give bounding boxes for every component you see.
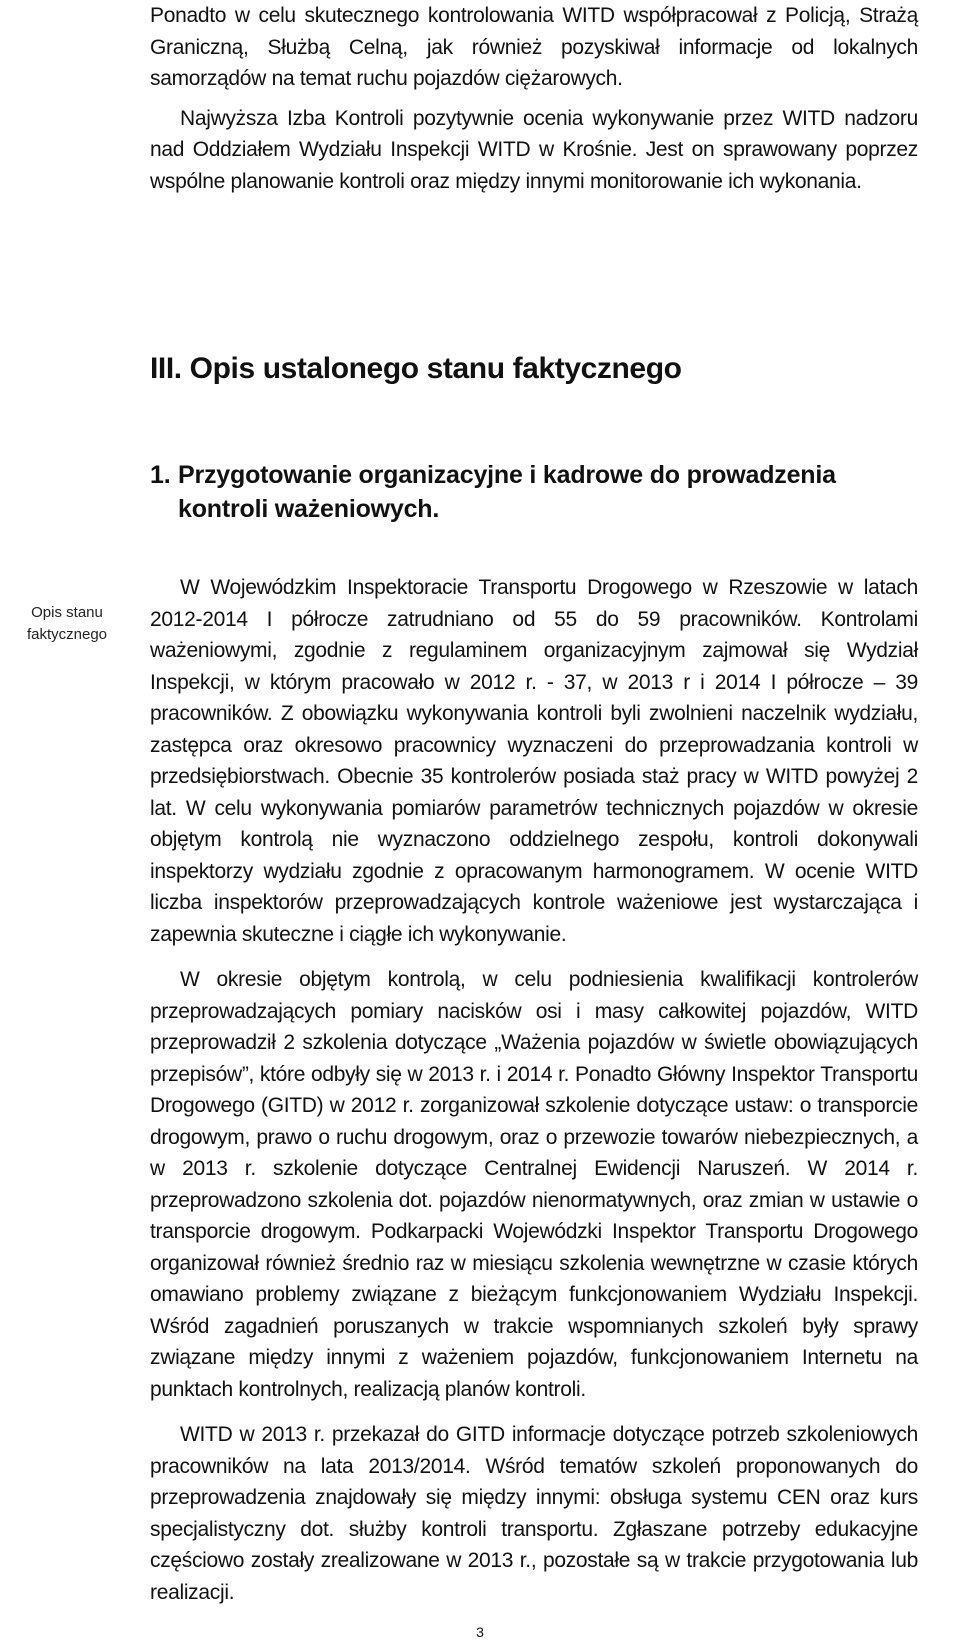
margin-note-line1: Opis stanu	[31, 604, 103, 621]
paragraph-staffing: W Wojewódzkim Inspektoracie Transportu Drogowego w Rzeszowie w latach 2012-2014 I półrocze zatrudniano od 55 do 59 pracowników. Kontrolami ważeniowymi, zgodnie z regulaminem organizacyjnym zajmował się Wydział Inspekcji, w którym pracowało w 2012 r. - 37, w 2013 r i 2014 I półrocze – 39 pracowników. Z obowiązku wykonywania kontroli byli zwolnieni naczelnik wydziału, zastępca oraz okresowo pracownicy wyznaczeni do przeprowadzania kontroli w przedsiębiorstwach. Obecnie 35 kontrolerów posiada staż pracy w WITD powyżej 2 lat. W celu wykonywania pomiarów parametrów technicznych pojazdów w okresie objętym kontrolą nie wyznaczono oddzielnego zespołu, kontroli dokonywali inspektorzy wydziału zgodnie z opracowanym harmonogramem. W ocenie WITD liczba inspektorów przeprowadzających kontrole ważeniowe jest wystarczająca i zapewnia skuteczne i ciągłe ich wykonywanie.	[150, 576, 918, 946]
intro-paragraphs	[150, 0, 918, 197]
paragraph-training-needs: WITD w 2013 r. przekazał do GITD informacje dotyczące potrzeb szkoleniowych pracowników na lata 2013/2014. Wśród tematów szkoleń proponowanych do przeprowadzenia znajdowały się między innymi: obsługa systemu CEN oraz kurs specjalistyczny dot. służby kontroli transportu. Zgłaszane potrzeby edukacyjne częściowo zostały zrealizowane w 2013 r., pozostałe są w trakcie przygotowania lub realizacji.	[150, 1423, 918, 1604]
subheading-line2: kontroli ważeniowych.	[178, 495, 440, 523]
page-number: 3	[476, 1624, 484, 1640]
margin-note	[6, 602, 128, 646]
paragraph-nik-assessment: Najwyższa Izba Kontroli pozytywnie ocenia wykonywanie przez WITD nadzoru nad Oddziałem Wydziału Inspekcji WITD w Krośnie. Jest on sprawowany poprzez wspólne planowanie kontroli oraz między innymi monitorowanie ich wykonania.	[150, 106, 918, 193]
paragraph-cooperation: Ponadto w celu skutecznego kontrolowania WITD współpracował z Policją, Strażą Graniczną, Służbą Celną, jak również pozyskiwał informacje od lokalnych samorządów na temat ruchu pojazdów ciężarowych.	[150, 4, 918, 90]
subheading-number: 1.	[150, 461, 171, 489]
margin-note-line2: faktycznego	[26, 626, 108, 643]
main-paragraphs	[150, 572, 918, 1608]
subheading	[150, 458, 930, 526]
subheading-line1: Przygotowanie organizacyjne i kadrowe do prowadzenia	[178, 461, 836, 489]
paragraph-training: W okresie objętym kontrolą, w celu podniesienia kwalifikacji kontrolerów przeprowadzających pomiary nacisków osi i masy całkowitej pojazdów, WITD przeprowadził 2 szkolenia dotyczące „Ważenia pojazdów w świetle obowiązujących przepisów”, które odbyły się w 2013 r. i 2014 r. Ponadto Główny Inspektor Transportu Drogowego (GITD) w 2012 r. zorganizował szkolenie dotyczące ustaw: o transporcie drogowym, prawo o ruchu drogowym, oraz o przewozie towarów niebezpiecznych, a w 2013 r. szkolenie dotyczące Centralnej Ewidencji Naruszeń. W 2014 r. przeprowadzono szkolenia dot. pojazdów nienormatywnych, oraz zmian w ustawie o transporcie drogowym. Podkarpacki Wojewódzki Inspektor Transportu Drogowego organizował również średnio raz w miesiącu szkolenia wewnętrzne w czasie których omawiano problemy związane z bieżącym funkcjonowaniem Wydziału Inspekcji. Wśród zagadnień poruszanych w trakcie wspomnianych szkoleń były sprawy związane między innymi z ważeniem pojazdów, funkcjonowaniem Internetu na punktach kontrolnych, realizacją planów kontroli.	[150, 968, 918, 1401]
section-heading: III. Opis ustalonego stanu faktycznego	[150, 352, 682, 385]
